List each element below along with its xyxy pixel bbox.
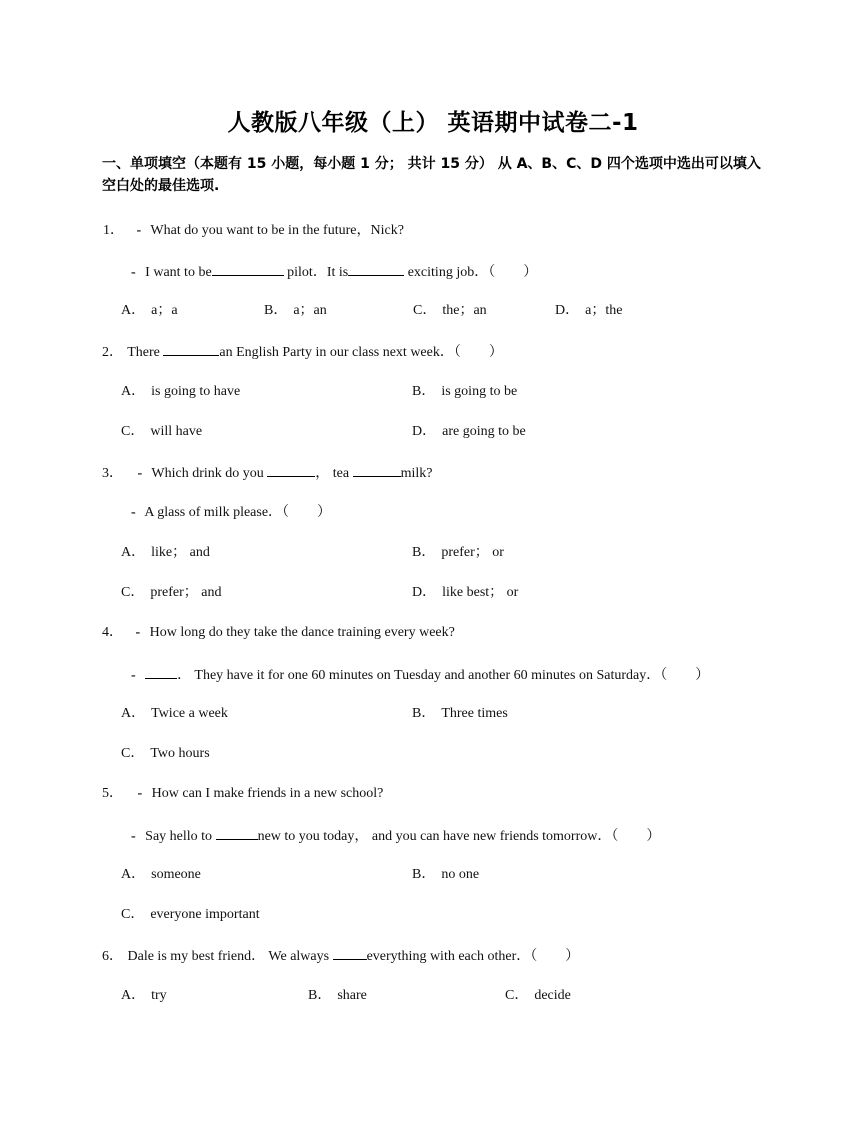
question-3-response: [131, 504, 331, 522]
question-number: 2．: [102, 345, 123, 360]
option-text: no one: [441, 867, 480, 882]
option-text: is going to have: [151, 384, 241, 399]
option-text: like； and: [151, 545, 210, 560]
option-letter: B．: [412, 867, 436, 882]
question-number: 4．: [102, 625, 123, 640]
dash-icon: -: [131, 829, 136, 844]
option-text: share: [337, 988, 367, 1003]
question-4-response: [131, 665, 709, 685]
option-1b[interactable]: [264, 302, 327, 320]
option-text: Two hours: [150, 746, 210, 761]
question-text: How can I make friends in a new school?: [151, 786, 384, 801]
question-text: everything with each other．（ ）: [366, 949, 580, 964]
option-letter: A．: [121, 545, 146, 560]
option-1d[interactable]: [555, 302, 622, 320]
question-text: an English Party in our class next week．（ ）: [219, 345, 503, 360]
question-number: 5．: [102, 786, 123, 801]
question-text: Dale is my best friend． We always: [127, 949, 330, 964]
answer-blank[interactable]: [145, 665, 177, 679]
option-letter: C．: [413, 303, 437, 318]
section-heading: 一、单项填空（本题有 15 小题，每小题 1 分； 共计 15 分） 从 A、B、C、D 四个选项中选出可以填入空白处的最佳选项.: [102, 156, 761, 194]
option-6a[interactable]: [121, 987, 167, 1005]
option-3b[interactable]: [412, 544, 504, 562]
question-text: There: [127, 345, 160, 360]
question-5-response: [131, 826, 660, 846]
option-letter: C．: [121, 424, 145, 439]
option-letter: D．: [555, 303, 580, 318]
option-4b[interactable]: [412, 705, 508, 723]
page-title: 人教版八年级（上） 英语期中试卷二-1: [227, 110, 639, 136]
option-text: the；an: [442, 303, 487, 318]
option-3a[interactable]: [121, 544, 210, 562]
answer-blank[interactable]: [216, 826, 258, 840]
option-letter: A．: [121, 303, 146, 318]
question-text: Which drink do you: [151, 466, 264, 481]
question-text: A glass of milk please．（ ）: [144, 505, 332, 520]
option-2c[interactable]: [121, 423, 202, 441]
option-letter: B．: [412, 384, 436, 399]
question-text: How long do they take the dance training every week?: [149, 625, 455, 640]
dash-icon: -: [131, 668, 136, 683]
option-letter: A．: [121, 988, 146, 1003]
option-letter: B．: [264, 303, 288, 318]
dash-icon: -: [137, 466, 143, 481]
option-text: try: [151, 988, 167, 1003]
option-3d[interactable]: [412, 584, 518, 602]
question-text: ． They have it for one 60 minutes on Tuesday and another 60 minutes on Saturday．（ ）: [177, 668, 710, 683]
option-text: everyone important: [150, 907, 260, 922]
question-6-prompt: [102, 946, 579, 966]
question-text: exciting job．（ ）: [407, 265, 538, 280]
answer-blank[interactable]: [163, 342, 219, 356]
option-text: a；an: [293, 303, 327, 318]
question-text: I want to be: [145, 265, 212, 280]
option-text: prefer； or: [441, 545, 504, 560]
question-number: 6．: [102, 949, 123, 964]
option-6b[interactable]: [308, 987, 367, 1005]
option-letter: A．: [121, 384, 146, 399]
question-4-prompt: [102, 624, 455, 642]
option-3c[interactable]: [121, 584, 221, 602]
option-5a[interactable]: [121, 866, 201, 884]
option-text: decide: [534, 988, 571, 1003]
option-text: will have: [150, 424, 203, 439]
option-letter: B．: [308, 988, 332, 1003]
question-number: 3．: [102, 466, 123, 481]
option-letter: D．: [412, 424, 437, 439]
option-6c[interactable]: [505, 987, 571, 1005]
option-letter: A．: [121, 867, 146, 882]
option-letter: B．: [412, 545, 436, 560]
option-text: Twice a week: [151, 706, 228, 721]
option-letter: B．: [412, 706, 436, 721]
option-4c[interactable]: [121, 745, 210, 763]
option-5c[interactable]: [121, 906, 260, 924]
option-text: like best； or: [442, 585, 519, 600]
answer-blank[interactable]: [348, 262, 404, 276]
option-letter: C．: [121, 746, 145, 761]
option-letter: C．: [505, 988, 529, 1003]
option-2b[interactable]: [412, 383, 517, 401]
answer-blank[interactable]: [353, 463, 401, 477]
option-text: Three times: [441, 706, 508, 721]
answer-blank[interactable]: [333, 946, 367, 960]
option-1c[interactable]: [413, 302, 487, 320]
question-1-prompt: [103, 222, 404, 240]
question-text: pilot．It is: [287, 265, 349, 280]
question-3-prompt: [102, 463, 433, 483]
option-letter: A．: [121, 706, 146, 721]
question-5-prompt: [102, 785, 383, 803]
dash-icon: -: [136, 223, 142, 238]
option-text: a；the: [585, 303, 623, 318]
answer-blank[interactable]: [212, 262, 284, 276]
option-1a[interactable]: [121, 302, 178, 320]
question-number: 1．: [103, 223, 124, 238]
dash-icon: -: [135, 625, 141, 640]
option-text: prefer； and: [150, 585, 222, 600]
question-1-response: [131, 262, 537, 282]
option-5b[interactable]: [412, 866, 479, 884]
dash-icon: -: [137, 786, 143, 801]
option-letter: D．: [412, 585, 437, 600]
question-text: Say hello to: [145, 829, 213, 844]
dash-icon: -: [131, 265, 136, 280]
question-text: What do you want to be in the future，Nick?: [150, 223, 404, 238]
option-letter: C．: [121, 585, 145, 600]
question-2-prompt: [102, 342, 503, 362]
question-text: ， tea: [315, 466, 350, 481]
question-text: new to you today， and you can have new friends tomorrow．（ ）: [257, 829, 661, 844]
option-2d[interactable]: [412, 423, 526, 441]
option-text: is going to be: [441, 384, 518, 399]
dash-icon: -: [131, 505, 136, 520]
answer-blank[interactable]: [267, 463, 315, 477]
option-text: a；a: [151, 303, 178, 318]
option-2a[interactable]: [121, 383, 240, 401]
option-text: someone: [151, 867, 201, 882]
option-text: are going to be: [442, 424, 526, 439]
question-text: milk?: [400, 466, 433, 481]
option-4a[interactable]: [121, 705, 228, 723]
option-letter: C．: [121, 907, 145, 922]
